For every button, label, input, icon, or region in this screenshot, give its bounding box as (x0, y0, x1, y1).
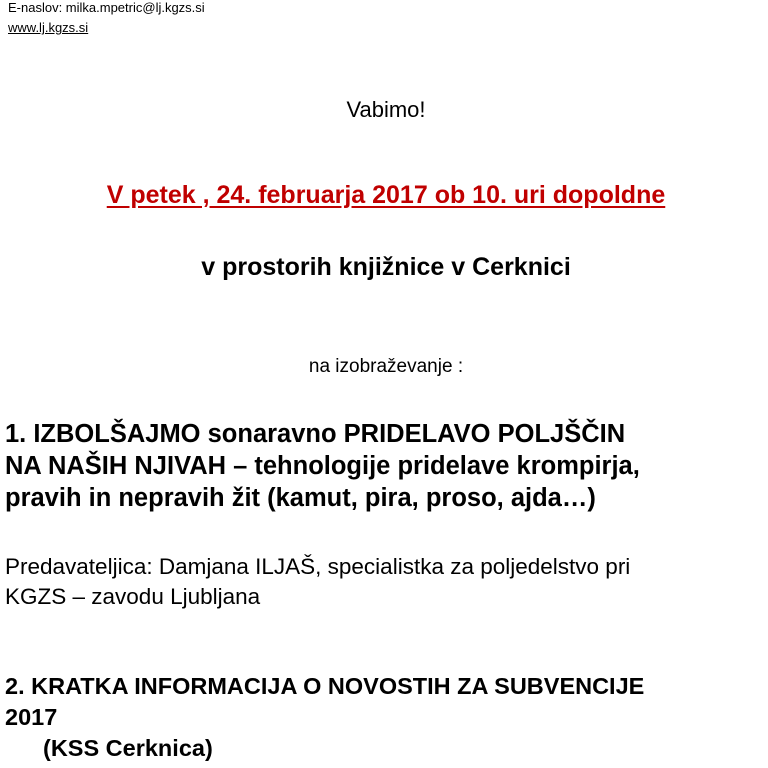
lecturer-line: Predavateljica: Damjana ILJAŠ, specialistka za poljedelstvo pri (5, 554, 631, 579)
website-link[interactable]: www.lj.kgzs.si (8, 20, 89, 35)
topic-1 (5, 418, 765, 514)
lecturer-info (5, 552, 765, 612)
topic-2 (5, 671, 765, 764)
lecturer-line: KGZS – zavodu Ljubljana (5, 584, 261, 609)
topic-1-line: pravih in nepravih žit (kamut, pira, proso, ajda…) (5, 484, 596, 512)
topic-2-line: 2. KRATKA INFORMACIJA O NOVOSTIH ZA SUBVENCIJE (5, 673, 645, 699)
topic-2-line: (KSS Cerknica) (43, 735, 213, 761)
event-date: V petek , 24. februarja 2017 ob 10. uri dopoldne (106, 181, 666, 209)
event-intro: na izobraževanje : (308, 356, 464, 377)
event-venue: v prostorih knjižnice v Cerknici (201, 253, 571, 281)
contact-email: E-naslov: milka.mpetric@lj.kgzs.si (8, 0, 205, 15)
invitation-heading: Vabimo! (346, 97, 426, 122)
topic-2-line: 2017 (5, 704, 58, 730)
topic-1-line: 1. IZBOLŠAJMO sonaravno PRIDELAVO POLJŠČIN (5, 420, 626, 448)
topic-1-line: NA NAŠIH NJIVAH – tehnologije pridelave krompirja, (5, 452, 640, 480)
